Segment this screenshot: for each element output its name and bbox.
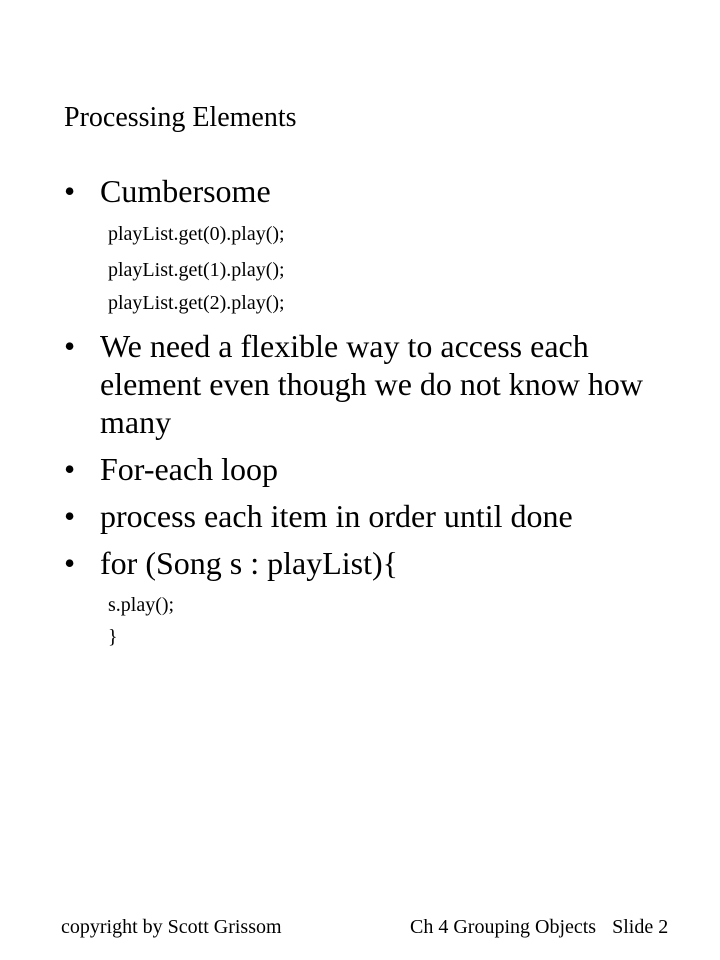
footer-chapter: Ch 4 Grouping Objects	[410, 916, 597, 938]
code-line: playList.get(1).play();	[108, 259, 285, 281]
bullet-text: for (Song s : playList){	[100, 545, 398, 581]
footer-slide-number: Slide 2	[612, 916, 669, 938]
code-line: }	[108, 626, 118, 648]
bullet-icon: •	[64, 545, 76, 581]
code-line: playList.get(2).play();	[108, 292, 285, 314]
bullet-icon: •	[64, 451, 76, 487]
bullet-text: Cumbersome	[100, 173, 271, 209]
bullet-icon: •	[64, 328, 76, 364]
bullet-icon: •	[64, 173, 76, 209]
slide-title: Processing Elements	[64, 102, 297, 133]
footer-copyright: copyright by Scott Grissom	[61, 916, 282, 938]
bullet-text: process each item in order until done	[100, 498, 573, 534]
bullet-icon: •	[64, 498, 76, 534]
footer-slide-info	[410, 915, 668, 939]
code-line: playList.get(0).play();	[108, 223, 285, 245]
bullet-text: We need a flexible way to access each element even though we do not know how many	[100, 328, 643, 440]
bullet-text: For-each loop	[100, 451, 278, 487]
code-line: s.play();	[108, 594, 175, 616]
